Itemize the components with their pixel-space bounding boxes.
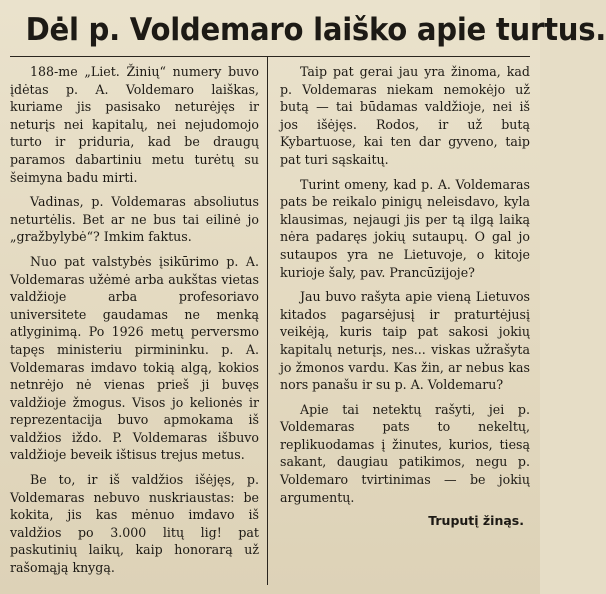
paragraph: Jau buvo rašyta apie vieną Lietuvos kitados pagarsėjusį ir praturtėjusį veikėją, kuris taip pat sakosi jokių kapitalų neturįs, nes... viskas užrašyta jo žmonos vardu. Kas žin, ar nebus kas nors panašu ir su p. A. Voldemaru? <box>280 289 530 393</box>
right-column <box>267 57 530 585</box>
paragraph: 188-me „Liet. Žinių“ numery buvo įdėtas p. A. Voldemaro laiškas, kuriame jis pasisako neturėjęs ir neturįs nei kapitalų, nei nejudomojo turto ir priduria, kad be draugų paramos dabartiniu metu turėtų su šeimyna badu mirti. <box>10 64 259 185</box>
paragraph: Taip pat gerai jau yra žinoma, kad p. Voldemaras niekam nemokėjo už butą — tai būdamas valdžioje, nei iš jos išėjęs. Rodos, ir už butą Kybartuose, kai ten dar gyveno, taip pat turi sąskaitų. <box>280 64 530 167</box>
paragraph: Apie tai netektų rašyti, jei p. Voldemaras pats to nekeltų, replikuodamas į žinutes, kurios, tiesą sakant, daugiau patikimos, negu p. Voldemaro tvirtinimas — be jokių argumentų. <box>280 401 530 505</box>
left-column <box>10 57 267 585</box>
paragraph: Turint omeny, kad p. A. Voldemaras pats be reikalo pinigų neleisdavo, kyla klausimas, nejaugi jis per tą ilgą laiką nėra padaręs jokių sutaupų. O gal jo sutaupos yra ne Lietuvoje, o kitoje kurioje šaly, pav. Prancūzijoje? <box>280 176 530 280</box>
paragraph: Be to, ir iš valdžios išėjęs, p. Voldemaras nebuvo nuskriaustas: be kokita, jis kas mėnuo imdavo iš valdžios po 3.000 litų lig! pat paskutinių laikų, kaip honorarą už rašomąją knygą. <box>10 472 259 576</box>
paragraph: Vadinas, p. Voldemaras absoliutus neturtėlis. Bet ar ne bus tai eilinė jo „gražbylybė“? Imkim faktus. <box>10 194 259 245</box>
article-body <box>10 56 530 585</box>
author-signature: Truputį žinąs. <box>428 513 524 529</box>
article-headline: Dėl p. Voldemaro laiško apie turtus. <box>25 12 606 48</box>
paragraph: Nuo pat valstybės įsikūrimo p. A. Voldemaras užėmė arba aukštas vietas valdžioje arba profesoriavo universitete gaudamas ne menką atlyginimą. Po 1926 metų perversmo tapęs ministeriu pirmininku. p. A. Voldemaras imdavo tokią algą, kokios netnrėjo nė vienas prieš ji buvęs valdžioje žmogus. Visos jo kelionės ir reprezentacija buvo apmokama iš valdžios iždo. P. Voldemaras išbuvo valdžioje beveik ištisus trejus metus. <box>10 253 259 463</box>
